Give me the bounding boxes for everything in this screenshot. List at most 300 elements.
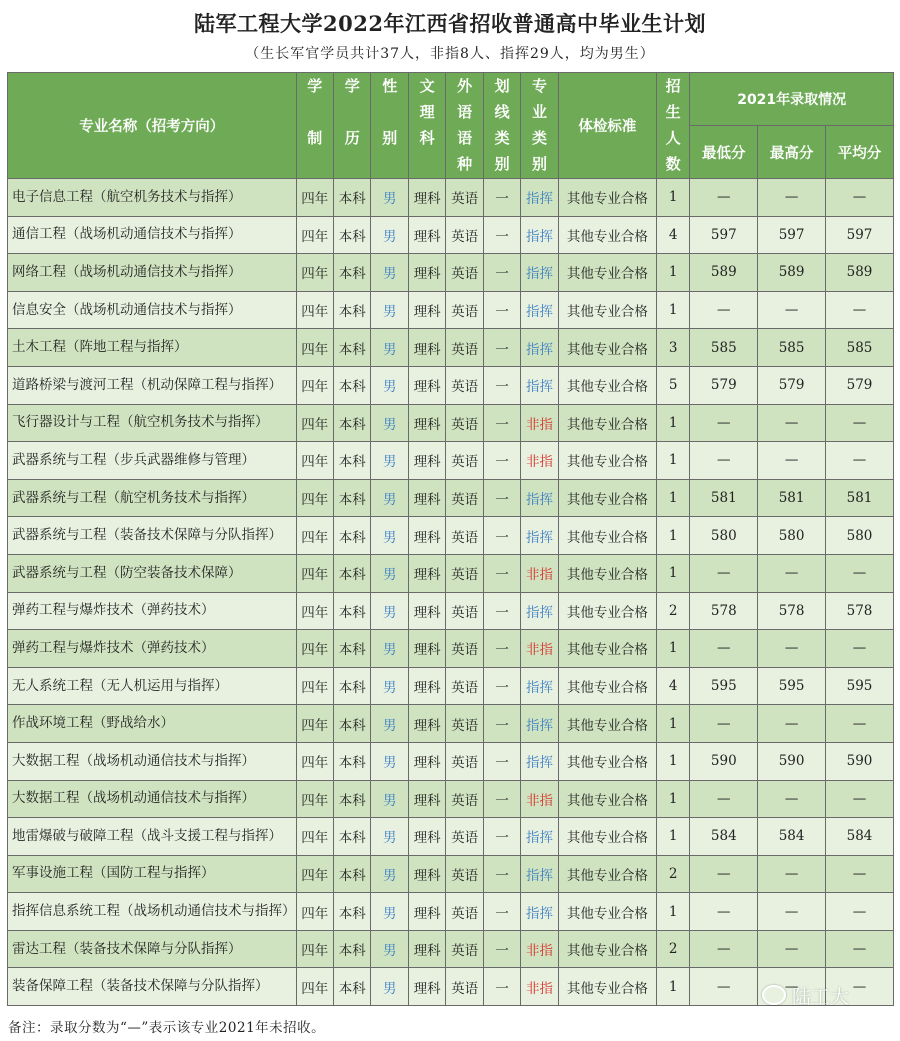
cell-physical-standard: 其他专业合格 — [558, 630, 656, 668]
cell-line-category: 一 — [483, 855, 520, 893]
cell-physical-standard: 其他专业合格 — [558, 667, 656, 705]
cell-wenli: 理科 — [408, 818, 445, 856]
cell-major-category: 非指 — [521, 968, 558, 1006]
cell-min-score: — — [690, 855, 758, 893]
cell-major: 无人系统工程（无人机运用与指挥） — [8, 667, 297, 705]
cell-xuezhi: 四年 — [296, 818, 333, 856]
cell-language: 英语 — [446, 742, 483, 780]
cell-avg-score: — — [826, 893, 894, 931]
cell-enrollment: 2 — [656, 930, 689, 968]
header-huaxian: 划 线 类 别 — [483, 73, 520, 179]
cell-language: 英语 — [446, 705, 483, 743]
cell-major-category: 指挥 — [521, 479, 558, 517]
cell-major-category: 指挥 — [521, 254, 558, 292]
cell-min-score: 597 — [690, 216, 758, 254]
table-row — [8, 404, 894, 442]
cell-major: 地雷爆破与破障工程（战斗支援工程与指挥） — [8, 818, 297, 856]
header-waiyu: 外 语 语 种 — [446, 73, 483, 179]
cell-physical-standard: 其他专业合格 — [558, 818, 656, 856]
cell-language: 英语 — [446, 592, 483, 630]
cell-max-score: — — [758, 630, 826, 668]
cell-xueli: 本科 — [334, 667, 371, 705]
cell-language: 英语 — [446, 442, 483, 480]
header-zhuanye: 专 业 类 别 — [521, 73, 558, 179]
cell-gender: 男 — [371, 780, 408, 818]
cell-min-score: — — [690, 630, 758, 668]
cell-gender: 男 — [371, 667, 408, 705]
header-min-score: 最低分 — [690, 126, 758, 179]
cell-xueli: 本科 — [334, 291, 371, 329]
cell-max-score: — — [758, 179, 826, 217]
cell-major: 道路桥梁与渡河工程（机动保障工程与指挥） — [8, 366, 297, 404]
cell-min-score: 581 — [690, 479, 758, 517]
cell-avg-score: — — [826, 630, 894, 668]
cell-enrollment: 1 — [656, 442, 689, 480]
cell-line-category: 一 — [483, 254, 520, 292]
cell-enrollment: 1 — [656, 630, 689, 668]
cell-gender: 男 — [371, 291, 408, 329]
cell-min-score: 580 — [690, 517, 758, 555]
cell-xueli: 本科 — [334, 705, 371, 743]
cell-language: 英语 — [446, 329, 483, 367]
cell-max-score: — — [758, 705, 826, 743]
cell-wenli: 理科 — [408, 517, 445, 555]
cell-wenli: 理科 — [408, 667, 445, 705]
cell-major: 信息安全（战场机动通信技术与指挥） — [8, 291, 297, 329]
cell-line-category: 一 — [483, 630, 520, 668]
cell-gender: 男 — [371, 742, 408, 780]
cell-gender: 男 — [371, 366, 408, 404]
cell-language: 英语 — [446, 930, 483, 968]
table-row — [8, 780, 894, 818]
header-zhaosheng: 招 生 人 数 — [656, 73, 689, 179]
cell-wenli: 理科 — [408, 291, 445, 329]
table-row — [8, 442, 894, 480]
cell-wenli: 理科 — [408, 554, 445, 592]
cell-avg-score: — — [826, 780, 894, 818]
cell-enrollment: 5 — [656, 366, 689, 404]
cell-avg-score: — — [826, 442, 894, 480]
cell-physical-standard: 其他专业合格 — [558, 216, 656, 254]
cell-major: 作战环境工程（野战给水） — [8, 705, 297, 743]
cell-min-score: 589 — [690, 254, 758, 292]
cell-line-category: 一 — [483, 329, 520, 367]
cell-major-category: 非指 — [521, 930, 558, 968]
cell-language: 英语 — [446, 179, 483, 217]
cell-min-score: — — [690, 930, 758, 968]
cell-major-category: 非指 — [521, 780, 558, 818]
cell-major-category: 指挥 — [521, 592, 558, 630]
cell-wenli: 理科 — [408, 968, 445, 1006]
cell-language: 英语 — [446, 366, 483, 404]
cell-max-score: — — [758, 404, 826, 442]
footnote: 备注：录取分数为“—”表示该专业2021年未招收。 — [8, 1020, 326, 1036]
cell-physical-standard: 其他专业合格 — [558, 479, 656, 517]
cell-enrollment: 1 — [656, 404, 689, 442]
cell-xueli: 本科 — [334, 930, 371, 968]
cell-xuezhi: 四年 — [296, 254, 333, 292]
table-row — [8, 667, 894, 705]
cell-physical-standard: 其他专业合格 — [558, 517, 656, 555]
cell-enrollment: 1 — [656, 968, 689, 1006]
cell-gender: 男 — [371, 479, 408, 517]
cell-xueli: 本科 — [334, 366, 371, 404]
cell-major-category: 指挥 — [521, 517, 558, 555]
cell-major: 大数据工程（战场机动通信技术与指挥） — [8, 742, 297, 780]
cell-xuezhi: 四年 — [296, 930, 333, 968]
cell-line-category: 一 — [483, 818, 520, 856]
cell-gender: 男 — [371, 179, 408, 217]
table-row — [8, 366, 894, 404]
cell-physical-standard: 其他专业合格 — [558, 893, 656, 931]
cell-avg-score: — — [826, 179, 894, 217]
cell-major-category: 指挥 — [521, 366, 558, 404]
cell-max-score: — — [758, 930, 826, 968]
cell-physical-standard: 其他专业合格 — [558, 592, 656, 630]
cell-max-score: 580 — [758, 517, 826, 555]
cell-max-score: 590 — [758, 742, 826, 780]
wechat-icon — [762, 985, 786, 1005]
cell-gender: 男 — [371, 329, 408, 367]
cell-physical-standard: 其他专业合格 — [558, 705, 656, 743]
cell-avg-score: 581 — [826, 479, 894, 517]
cell-physical-standard: 其他专业合格 — [558, 291, 656, 329]
cell-wenli: 理科 — [408, 216, 445, 254]
cell-xueli: 本科 — [334, 216, 371, 254]
cell-avg-score: — — [826, 855, 894, 893]
cell-major-category: 指挥 — [521, 667, 558, 705]
cell-gender: 男 — [371, 818, 408, 856]
cell-language: 英语 — [446, 554, 483, 592]
cell-line-category: 一 — [483, 179, 520, 217]
cell-major: 土木工程（阵地工程与指挥） — [8, 329, 297, 367]
table-body — [8, 179, 894, 1006]
cell-min-score: — — [690, 780, 758, 818]
cell-wenli: 理科 — [408, 742, 445, 780]
cell-language: 英语 — [446, 216, 483, 254]
cell-max-score: — — [758, 855, 826, 893]
cell-line-category: 一 — [483, 442, 520, 480]
cell-line-category: 一 — [483, 742, 520, 780]
cell-language: 英语 — [446, 968, 483, 1006]
cell-physical-standard: 其他专业合格 — [558, 780, 656, 818]
cell-gender: 男 — [371, 855, 408, 893]
cell-line-category: 一 — [483, 366, 520, 404]
cell-xuezhi: 四年 — [296, 517, 333, 555]
cell-major: 军事设施工程（国防工程与指挥） — [8, 855, 297, 893]
cell-wenli: 理科 — [408, 442, 445, 480]
table-row — [8, 216, 894, 254]
cell-max-score: 584 — [758, 818, 826, 856]
cell-xuezhi: 四年 — [296, 329, 333, 367]
cell-xuezhi: 四年 — [296, 554, 333, 592]
cell-wenli: 理科 — [408, 630, 445, 668]
cell-min-score: 579 — [690, 366, 758, 404]
cell-enrollment: 3 — [656, 329, 689, 367]
cell-language: 英语 — [446, 404, 483, 442]
cell-major-category: 非指 — [521, 404, 558, 442]
cell-avg-score: 584 — [826, 818, 894, 856]
cell-gender: 男 — [371, 517, 408, 555]
cell-enrollment: 1 — [656, 179, 689, 217]
cell-xueli: 本科 — [334, 968, 371, 1006]
cell-max-score: — — [758, 554, 826, 592]
cell-xueli: 本科 — [334, 780, 371, 818]
cell-avg-score: 579 — [826, 366, 894, 404]
cell-min-score: — — [690, 404, 758, 442]
cell-xueli: 本科 — [334, 254, 371, 292]
cell-enrollment: 1 — [656, 705, 689, 743]
cell-xueli: 本科 — [334, 818, 371, 856]
cell-line-category: 一 — [483, 893, 520, 931]
cell-language: 英语 — [446, 893, 483, 931]
table-row — [8, 742, 894, 780]
header-wenli: 文 理 科 — [408, 73, 445, 179]
cell-wenli: 理科 — [408, 592, 445, 630]
cell-major: 武器系统与工程（步兵武器维修与管理） — [8, 442, 297, 480]
cell-xueli: 本科 — [334, 517, 371, 555]
cell-enrollment: 1 — [656, 554, 689, 592]
table-row — [8, 554, 894, 592]
cell-min-score: 578 — [690, 592, 758, 630]
cell-xuezhi: 四年 — [296, 855, 333, 893]
cell-enrollment: 1 — [656, 291, 689, 329]
cell-line-category: 一 — [483, 517, 520, 555]
cell-enrollment: 1 — [656, 780, 689, 818]
cell-major-category: 指挥 — [521, 893, 558, 931]
cell-gender: 男 — [371, 592, 408, 630]
cell-xueli: 本科 — [334, 592, 371, 630]
table-row — [8, 479, 894, 517]
cell-physical-standard: 其他专业合格 — [558, 855, 656, 893]
cell-xueli: 本科 — [334, 179, 371, 217]
table-row — [8, 855, 894, 893]
cell-max-score: 579 — [758, 366, 826, 404]
cell-gender: 男 — [371, 216, 408, 254]
cell-max-score: 585 — [758, 329, 826, 367]
cell-major: 电子信息工程（航空机务技术与指挥） — [8, 179, 297, 217]
cell-avg-score: 580 — [826, 517, 894, 555]
cell-xueli: 本科 — [334, 893, 371, 931]
cell-wenli: 理科 — [408, 404, 445, 442]
cell-xueli: 本科 — [334, 855, 371, 893]
cell-xuezhi: 四年 — [296, 592, 333, 630]
cell-max-score: — — [758, 968, 826, 1006]
cell-wenli: 理科 — [408, 366, 445, 404]
cell-min-score: — — [690, 968, 758, 1006]
cell-avg-score: — — [826, 930, 894, 968]
cell-wenli: 理科 — [408, 479, 445, 517]
cell-min-score: — — [690, 705, 758, 743]
cell-xuezhi: 四年 — [296, 968, 333, 1006]
cell-min-score: 584 — [690, 818, 758, 856]
cell-xueli: 本科 — [334, 742, 371, 780]
cell-major-category: 指挥 — [521, 742, 558, 780]
cell-max-score: — — [758, 780, 826, 818]
cell-min-score: — — [690, 554, 758, 592]
cell-wenli: 理科 — [408, 780, 445, 818]
table-row — [8, 630, 894, 668]
cell-major: 通信工程（战场机动通信技术与指挥） — [8, 216, 297, 254]
cell-major: 指挥信息系统工程（战场机动通信技术与指挥） — [8, 893, 297, 931]
header-xueli: 学 历 — [334, 73, 371, 179]
cell-major: 武器系统与工程（防空装备技术保障） — [8, 554, 297, 592]
cell-major-category: 指挥 — [521, 855, 558, 893]
cell-major-category: 指挥 — [521, 216, 558, 254]
cell-gender: 男 — [371, 404, 408, 442]
cell-physical-standard: 其他专业合格 — [558, 742, 656, 780]
header-major: 专业名称（招考方向） — [8, 73, 297, 179]
cell-enrollment: 1 — [656, 479, 689, 517]
cell-avg-score: 597 — [826, 216, 894, 254]
cell-physical-standard: 其他专业合格 — [558, 366, 656, 404]
cell-physical-standard: 其他专业合格 — [558, 442, 656, 480]
table-row — [8, 179, 894, 217]
cell-min-score: 590 — [690, 742, 758, 780]
table-row — [8, 818, 894, 856]
cell-language: 英语 — [446, 479, 483, 517]
cell-xuezhi: 四年 — [296, 893, 333, 931]
cell-max-score: 597 — [758, 216, 826, 254]
cell-avg-score: — — [826, 404, 894, 442]
cell-line-category: 一 — [483, 968, 520, 1006]
cell-max-score: 581 — [758, 479, 826, 517]
cell-avg-score: — — [826, 968, 894, 1006]
cell-major-category: 非指 — [521, 442, 558, 480]
cell-line-category: 一 — [483, 479, 520, 517]
page-title: 陆军工程大学2022年江西省招收普通高中毕业生计划 — [194, 11, 706, 36]
cell-max-score: 595 — [758, 667, 826, 705]
cell-xuezhi: 四年 — [296, 179, 333, 217]
table-row — [8, 291, 894, 329]
cell-max-score: 589 — [758, 254, 826, 292]
cell-line-category: 一 — [483, 930, 520, 968]
cell-line-category: 一 — [483, 291, 520, 329]
cell-line-category: 一 — [483, 705, 520, 743]
cell-xuezhi: 四年 — [296, 667, 333, 705]
cell-avg-score: 578 — [826, 592, 894, 630]
cell-min-score: — — [690, 291, 758, 329]
cell-major: 装备保障工程（装备技术保障与分队指挥） — [8, 968, 297, 1006]
cell-gender: 男 — [371, 254, 408, 292]
cell-major-category: 指挥 — [521, 291, 558, 329]
cell-major: 武器系统与工程（航空机务技术与指挥） — [8, 479, 297, 517]
cell-major-category: 指挥 — [521, 329, 558, 367]
cell-enrollment: 1 — [656, 818, 689, 856]
header-xingbie: 性 别 — [371, 73, 408, 179]
cell-physical-standard: 其他专业合格 — [558, 968, 656, 1006]
cell-gender: 男 — [371, 893, 408, 931]
table-row — [8, 592, 894, 630]
cell-language: 英语 — [446, 780, 483, 818]
cell-min-score: 585 — [690, 329, 758, 367]
cell-physical-standard: 其他专业合格 — [558, 329, 656, 367]
cell-enrollment: 1 — [656, 893, 689, 931]
cell-enrollment: 1 — [656, 742, 689, 780]
cell-major: 雷达工程（装备技术保障与分队指挥） — [8, 930, 297, 968]
cell-xuezhi: 四年 — [296, 291, 333, 329]
cell-xuezhi: 四年 — [296, 442, 333, 480]
cell-min-score: — — [690, 179, 758, 217]
cell-line-category: 一 — [483, 554, 520, 592]
cell-major-category: 指挥 — [521, 818, 558, 856]
cell-avg-score: 589 — [826, 254, 894, 292]
cell-avg-score: — — [826, 705, 894, 743]
cell-enrollment: 4 — [656, 667, 689, 705]
cell-gender: 男 — [371, 968, 408, 1006]
cell-max-score: — — [758, 442, 826, 480]
cell-xueli: 本科 — [334, 479, 371, 517]
cell-major-category: 非指 — [521, 630, 558, 668]
cell-xuezhi: 四年 — [296, 630, 333, 668]
table-row — [8, 254, 894, 292]
cell-major: 弹药工程与爆炸技术（弹药技术） — [8, 630, 297, 668]
cell-enrollment: 2 — [656, 855, 689, 893]
cell-language: 英语 — [446, 630, 483, 668]
watermark-text: 陆工大 — [792, 986, 850, 1008]
cell-max-score: — — [758, 291, 826, 329]
watermark — [762, 982, 849, 1009]
cell-language: 英语 — [446, 517, 483, 555]
cell-line-category: 一 — [483, 592, 520, 630]
cell-physical-standard: 其他专业合格 — [558, 554, 656, 592]
cell-physical-standard: 其他专业合格 — [558, 179, 656, 217]
cell-major-category: 指挥 — [521, 179, 558, 217]
table-row — [8, 893, 894, 931]
cell-physical-standard: 其他专业合格 — [558, 930, 656, 968]
cell-gender: 男 — [371, 554, 408, 592]
cell-line-category: 一 — [483, 216, 520, 254]
cell-wenli: 理科 — [408, 705, 445, 743]
header-max-score: 最高分 — [758, 126, 826, 179]
cell-major: 大数据工程（战场机动通信技术与指挥） — [8, 780, 297, 818]
cell-line-category: 一 — [483, 780, 520, 818]
cell-xuezhi: 四年 — [296, 780, 333, 818]
cell-language: 英语 — [446, 818, 483, 856]
cell-max-score: 578 — [758, 592, 826, 630]
cell-min-score: 595 — [690, 667, 758, 705]
cell-major-category: 非指 — [521, 554, 558, 592]
cell-gender: 男 — [371, 442, 408, 480]
cell-physical-standard: 其他专业合格 — [558, 254, 656, 292]
cell-major-category: 指挥 — [521, 705, 558, 743]
table-row — [8, 517, 894, 555]
cell-avg-score: 585 — [826, 329, 894, 367]
cell-language: 英语 — [446, 291, 483, 329]
cell-line-category: 一 — [483, 404, 520, 442]
cell-xuezhi: 四年 — [296, 404, 333, 442]
cell-wenli: 理科 — [408, 329, 445, 367]
cell-avg-score: — — [826, 291, 894, 329]
cell-xuezhi: 四年 — [296, 479, 333, 517]
cell-language: 英语 — [446, 855, 483, 893]
table-row — [8, 329, 894, 367]
cell-max-score: — — [758, 893, 826, 931]
header-tijian: 体检标准 — [558, 73, 656, 179]
cell-major: 网络工程（战场机动通信技术与指挥） — [8, 254, 297, 292]
cell-min-score: — — [690, 442, 758, 480]
cell-gender: 男 — [371, 705, 408, 743]
table-row — [8, 930, 894, 968]
cell-enrollment: 1 — [656, 254, 689, 292]
cell-enrollment: 1 — [656, 517, 689, 555]
cell-line-category: 一 — [483, 667, 520, 705]
admission-plan-table — [7, 72, 894, 1006]
header-avg-score: 平均分 — [826, 126, 894, 179]
cell-xueli: 本科 — [334, 404, 371, 442]
table-row — [8, 968, 894, 1006]
cell-enrollment: 2 — [656, 592, 689, 630]
